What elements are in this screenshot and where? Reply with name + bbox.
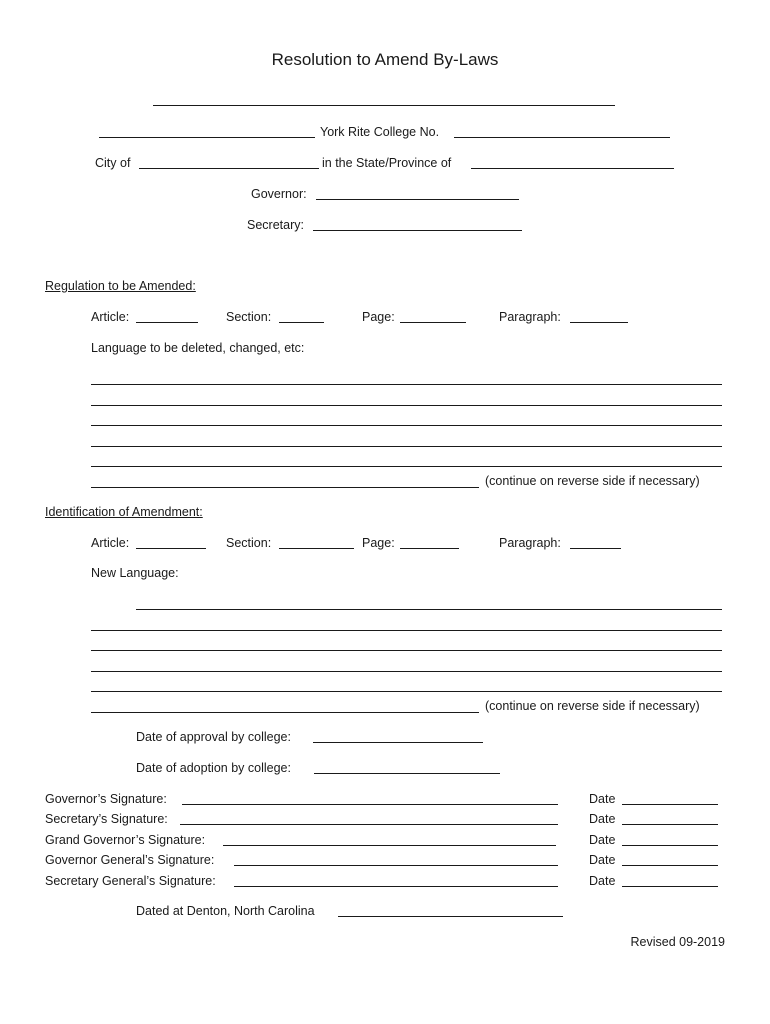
- grand-governor-date-label: Date: [589, 833, 616, 847]
- amend-page-field[interactable]: [400, 548, 459, 549]
- reg-article-field[interactable]: [136, 322, 198, 323]
- new-language-line[interactable]: [91, 650, 722, 651]
- amendment-heading: Identification of Amendment:: [45, 505, 203, 519]
- language-line[interactable]: [91, 466, 722, 467]
- language-line[interactable]: [91, 487, 479, 488]
- secretary-date-label: Date: [589, 812, 616, 826]
- governor-signature-field[interactable]: [182, 804, 558, 805]
- amend-section-label: Section:: [226, 536, 272, 550]
- amend-article-field[interactable]: [136, 548, 206, 549]
- language-line[interactable]: [91, 425, 722, 426]
- language-line[interactable]: [91, 405, 722, 406]
- amend-continue-note: (continue on reverse side if necessary): [485, 699, 700, 713]
- secretary-signature-label: Secretary’s Signature:: [45, 812, 168, 826]
- new-language-line[interactable]: [136, 609, 722, 610]
- college-number-field[interactable]: [454, 137, 670, 138]
- college-name-line[interactable]: [153, 105, 615, 106]
- new-language-line[interactable]: [91, 691, 722, 692]
- grand-governor-signature-label: Grand Governor’s Signature:: [45, 833, 206, 847]
- amend-paragraph-field[interactable]: [570, 548, 621, 549]
- governor-general-date-field[interactable]: [622, 865, 718, 866]
- governor-general-signature-label: Governor General’s Signature:: [45, 853, 215, 867]
- governor-date-label: Date: [589, 792, 616, 806]
- amend-paragraph-label: Paragraph:: [499, 536, 561, 550]
- language-line[interactable]: [91, 446, 722, 447]
- governor-field[interactable]: [316, 199, 519, 200]
- college-name-field[interactable]: [99, 137, 315, 138]
- page-title: Resolution to Amend By-Laws: [271, 50, 499, 69]
- reg-page-label: Page:: [362, 310, 395, 324]
- city-field[interactable]: [139, 168, 319, 169]
- amend-article-label: Article:: [91, 536, 130, 550]
- secretary-signature-field[interactable]: [180, 824, 558, 825]
- secretary-general-date-field[interactable]: [622, 886, 718, 887]
- new-language-line[interactable]: [91, 712, 479, 713]
- adoption-date-field[interactable]: [314, 773, 500, 774]
- reg-paragraph-field[interactable]: [570, 322, 628, 323]
- new-language-label: New Language:: [91, 566, 179, 580]
- reg-section-label: Section:: [226, 310, 272, 324]
- language-line[interactable]: [91, 384, 722, 385]
- dated-at-field[interactable]: [338, 916, 563, 917]
- new-language-line[interactable]: [91, 671, 722, 672]
- governor-general-date-label: Date: [589, 853, 616, 867]
- reg-paragraph-label: Paragraph:: [499, 310, 561, 324]
- secretary-general-signature-field[interactable]: [234, 886, 558, 887]
- reg-section-field[interactable]: [279, 322, 324, 323]
- governor-general-signature-field[interactable]: [234, 865, 558, 866]
- reg-page-field[interactable]: [400, 322, 466, 323]
- new-language-line[interactable]: [91, 630, 722, 631]
- secretary-general-date-label: Date: [589, 874, 616, 888]
- grand-governor-date-field[interactable]: [622, 845, 718, 846]
- secretary-date-field[interactable]: [622, 824, 718, 825]
- adoption-date-label: Date of adoption by college:: [136, 761, 291, 775]
- state-field[interactable]: [471, 168, 674, 169]
- governor-signature-label: Governor’s Signature:: [45, 792, 167, 806]
- secretary-label: Secretary:: [247, 218, 304, 232]
- state-label: in the State/Province of: [322, 156, 452, 170]
- language-label: Language to be deleted, changed, etc:: [91, 341, 305, 355]
- grand-governor-signature-field[interactable]: [223, 845, 556, 846]
- city-label: City of: [95, 156, 131, 170]
- governor-label: Governor:: [251, 187, 307, 201]
- revision-note: Revised 09-2019: [630, 935, 725, 949]
- york-rite-college-label: York Rite College No.: [320, 125, 440, 139]
- amend-page-label: Page:: [362, 536, 395, 550]
- dated-at-label: Dated at Denton, North Carolina: [136, 904, 315, 918]
- reg-article-label: Article:: [91, 310, 130, 324]
- approval-date-label: Date of approval by college:: [136, 730, 291, 744]
- secretary-general-signature-label: Secretary General’s Signature:: [45, 874, 216, 888]
- amend-section-field[interactable]: [279, 548, 354, 549]
- regulation-heading: Regulation to be Amended:: [45, 279, 196, 293]
- reg-continue-note: (continue on reverse side if necessary): [485, 474, 700, 488]
- approval-date-field[interactable]: [313, 742, 483, 743]
- governor-date-field[interactable]: [622, 804, 718, 805]
- secretary-field[interactable]: [313, 230, 522, 231]
